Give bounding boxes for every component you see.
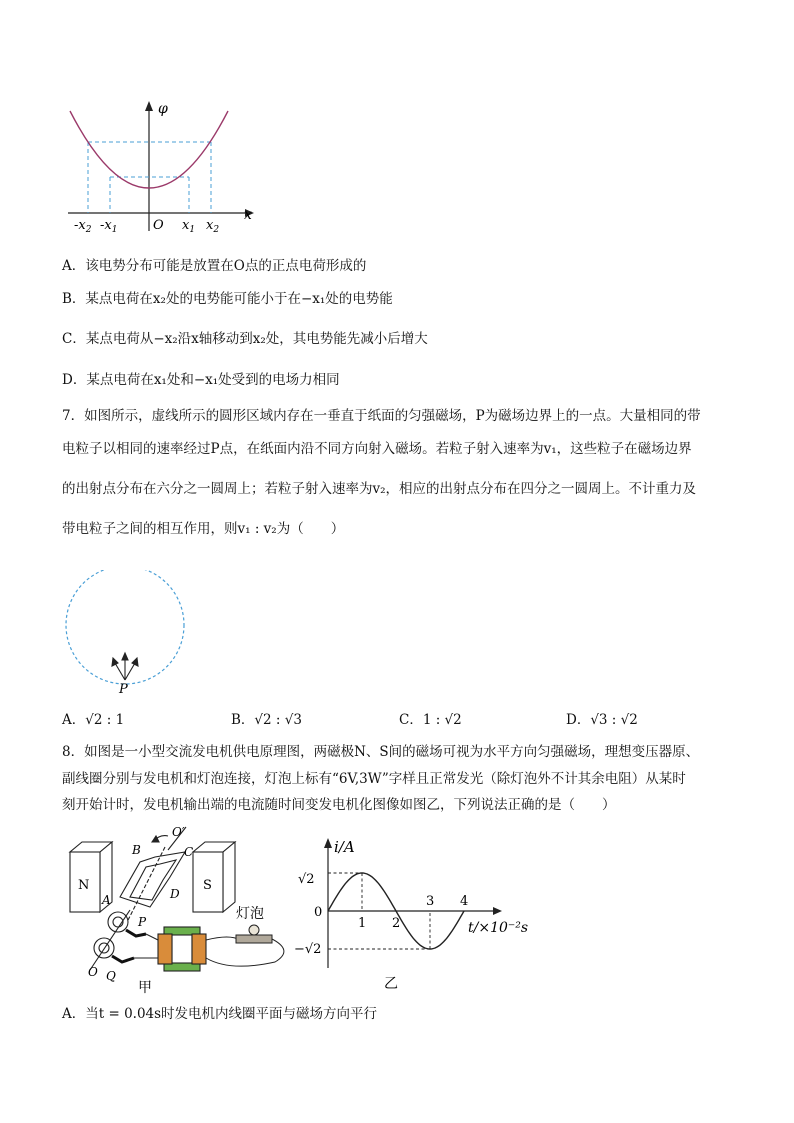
q7-option-b: B．√2 : √3 — [231, 712, 302, 728]
q7-stem-line1: 7．如图所示，虚线所示的圆形区域内存在一垂直于纸面的匀强磁场，P为磁场边界上的一点。大量相同的带 — [62, 408, 701, 424]
brushes — [112, 930, 146, 962]
bulb — [236, 925, 272, 943]
generator-diagram — [60, 822, 295, 997]
svg-text:P: P — [138, 915, 147, 929]
svg-text:O′: O′ — [172, 825, 185, 839]
q7-stem-line4: 带电粒子之间的相互作用，则v₁ : v₂为（ ） — [62, 521, 345, 537]
q7-option-a: A．√2 : 1 — [62, 712, 125, 728]
q8-stem-line1: 8．如图是一小型交流发电机供电原理图，两磁极N、S间的磁场可视为水平方向匀强磁场，理想变压器原、 — [62, 744, 700, 760]
chart-caption-yi: 乙 — [384, 976, 398, 992]
magnetic-field-circle — [60, 570, 195, 698]
tick-x2: $x_2$ — [206, 218, 220, 235]
svg-text:O: O — [88, 965, 98, 979]
current-time-chart — [290, 828, 540, 996]
svg-text:Q: Q — [106, 969, 116, 983]
tick-x1: $x_1$ — [182, 218, 196, 235]
tick-origin: O — [153, 218, 164, 233]
q6-option-b: B．某点电荷在x₂处的电势能可能小于在−x₁处的电势能 — [62, 291, 393, 307]
svg-text:A: A — [102, 893, 111, 907]
chart-y-label: i/A — [334, 838, 355, 856]
q7-option-d: D．√3 : √2 — [566, 712, 638, 728]
x-axis-label: x — [244, 207, 252, 223]
chart-xtick-0: 0 — [314, 905, 323, 920]
chart-xtick-3: 3 — [426, 894, 435, 909]
chart-ytick-pos: √2 — [298, 872, 315, 887]
transformer — [158, 927, 206, 971]
q8-stem-line3: 刻开始计时，发电机输出端的电流随时间变发电机化图像如图乙，下列说法正确的是（ ） — [62, 797, 616, 813]
svg-text:C: C — [184, 845, 194, 859]
chart-ytick-neg: −√2 — [294, 942, 322, 957]
svg-text:S: S — [203, 878, 212, 893]
velocity-arrows — [112, 653, 138, 680]
q8-stem-line2: 副线圈分别与发电机和灯泡连接，灯泡上标有“6V,3W”字样且正常发光（除灯泡外不计其余电阻）从某时 — [62, 771, 686, 787]
chart-x-label: t/×10⁻²s — [468, 920, 529, 936]
chart-y-arrow — [324, 838, 332, 848]
chart-xtick-2: 2 — [392, 916, 401, 931]
tick-neg-x1: $-x_1$ — [100, 218, 118, 235]
chart-xtick-4: 4 — [460, 894, 469, 909]
q7-stem-line2: 电粒子以相同的速率经过P点，在纸面内沿不同方向射入磁场。若粒子射入速率为v₁，这些粒子在磁场边界 — [62, 441, 692, 457]
q6-option-a: A．该电势分布可能是放置在O点的正点电荷形成的 — [62, 258, 367, 274]
q7-option-c: C．1 : √2 — [399, 712, 462, 728]
potential-graph — [60, 95, 260, 235]
bulb-label: 灯泡 — [236, 906, 264, 922]
y-axis-label: φ — [158, 101, 168, 117]
figure-caption-jia: 甲 — [138, 980, 152, 996]
q7-stem-line3: 的出射点分布在六分之一圆周上；若粒子射入速率为v₂，相应的出射点分布在四分之一圆周上。不计重力及 — [62, 481, 697, 497]
chart-xtick-1: 1 — [358, 916, 367, 931]
y-axis-arrow — [145, 101, 153, 111]
q8-option-a: A．当t = 0.04s时发电机内线圈平面与磁场方向平行 — [62, 1006, 378, 1022]
svg-text:B: B — [132, 843, 141, 857]
svg-text:N: N — [78, 878, 90, 893]
svg-text:D: D — [170, 887, 180, 901]
q6-option-c: C．某点电荷从−x₂沿x轴移动到x₂处，其电势能先减小后增大 — [62, 331, 428, 347]
point-p-label: P — [119, 682, 128, 697]
chart-x-arrow — [493, 907, 502, 915]
tick-neg-x2: $-x_2$ — [74, 218, 92, 235]
tick-labels — [74, 218, 219, 235]
coil — [120, 827, 186, 932]
magnet-s — [193, 842, 235, 912]
q6-option-d: D．某点电荷在x₁处和−x₁处受到的电场力相同 — [62, 372, 340, 388]
